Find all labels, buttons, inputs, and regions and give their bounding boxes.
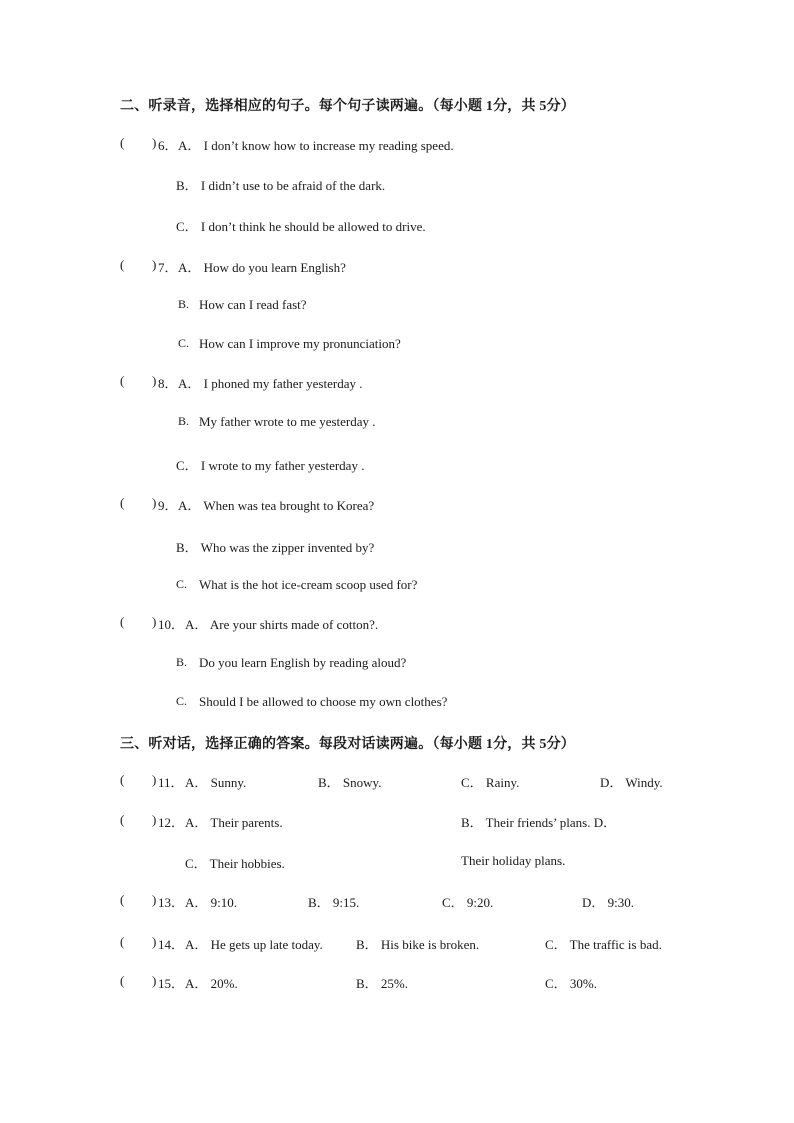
answer-paren-close: ) (152, 135, 157, 150)
answer-paren-open: ( (120, 495, 125, 510)
answer-paren-close: ) (152, 257, 157, 272)
answer-paren-open: ( (120, 373, 125, 388)
option-a: A． He gets up late today. (185, 937, 323, 952)
question-number: 15． (158, 976, 185, 991)
option-a: A． How do you learn English? (178, 260, 346, 275)
option-a: A． I don’t know how to increase my reading speed. (178, 138, 454, 153)
option-b: B． Who was the zipper invented by? (176, 540, 375, 555)
option-a: A． I phoned my father yesterday . (178, 376, 363, 391)
option-b: B． Snowy. (318, 775, 382, 790)
answer-paren-open: ( (120, 772, 125, 787)
question-number: 11． (158, 775, 184, 790)
answer-paren-close: ) (152, 934, 157, 949)
answer-paren-open: ( (120, 257, 125, 272)
option-d-text: Their holiday plans. (461, 853, 566, 868)
answer-paren-open: ( (120, 614, 125, 629)
option-a: A． 20%. (185, 976, 238, 991)
option-b-letter: B. (176, 655, 188, 669)
answer-paren-close: ) (152, 495, 157, 510)
answer-paren-open: ( (120, 135, 125, 150)
option-c: C． Their hobbies. (185, 856, 285, 871)
option-c-text: What is the hot ice-cream scoop used for? (199, 577, 418, 592)
answer-paren-close: ) (152, 812, 157, 827)
answer-paren-open: ( (120, 973, 125, 988)
answer-paren-close: ) (152, 892, 157, 907)
question-number: 14． (158, 937, 185, 952)
answer-paren-close: ) (152, 772, 157, 787)
option-b-letter: B. (178, 414, 190, 428)
question-number: 9． (158, 498, 178, 513)
answer-paren-close: ) (152, 373, 157, 388)
option-c: C． 30%. (545, 976, 598, 991)
option-a: A． Sunny. (185, 775, 247, 790)
answer-paren-open: ( (120, 812, 125, 827)
option-c-letter: C. (176, 694, 188, 708)
section-3-heading: 三、听对话，选择正确的答案。每段对话读两遍。（每小题 1分，共 5分） (120, 737, 575, 752)
option-a: A． Are your shirts made of cotton?. (185, 617, 379, 632)
option-c-letter: C. (176, 577, 188, 591)
option-c: C． Rainy. (461, 775, 520, 790)
question-number: 12． (158, 815, 185, 830)
answer-paren-open: ( (120, 892, 125, 907)
option-c: C． I don’t think he should be allowed to drive. (176, 219, 426, 234)
section-2-heading: 二、听录音，选择相应的句子。每个句子读两遍。（每小题 1分，共 5分） (120, 99, 575, 114)
option-b: B． 25%. (356, 976, 409, 991)
answer-paren-open: ( (120, 934, 125, 949)
option-b-text: How can I read fast? (199, 297, 307, 312)
option-b-text: My father wrote to me yesterday . (199, 414, 376, 429)
answer-paren-close: ) (152, 973, 157, 988)
option-a: A． 9:10. (185, 895, 238, 910)
question-number: 6． (158, 138, 178, 153)
option-b: B． I didn’t use to be afraid of the dark. (176, 178, 386, 193)
option-c-letter: C. (178, 336, 190, 350)
option-a: A． Their parents. (185, 815, 283, 830)
question-number: 7． (158, 260, 178, 275)
answer-paren-close: ) (152, 614, 157, 629)
option-b-text: Do you learn English by reading aloud? (199, 655, 407, 670)
option-a: A． When was tea brought to Korea? (178, 498, 375, 513)
option-d: D． 9:30. (582, 895, 635, 910)
option-c: C． The traffic is bad. (545, 937, 662, 952)
option-c-text: Should I be allowed to choose my own clothes? (199, 694, 448, 709)
option-b: B． 9:15. (308, 895, 360, 910)
option-d: D． Windy. (600, 775, 663, 790)
option-c-text: How can I improve my pronunciation? (199, 336, 401, 351)
question-number: 8． (158, 376, 178, 391)
option-b-letter: B. (178, 297, 190, 311)
question-number: 10． (158, 617, 185, 632)
option-c: C． I wrote to my father yesterday . (176, 458, 365, 473)
option-b: B． His bike is broken. (356, 937, 480, 952)
option-c: C． 9:20. (442, 895, 494, 910)
question-number: 13． (158, 895, 185, 910)
option-b: B． Their friends’ plans. D． (461, 815, 617, 830)
